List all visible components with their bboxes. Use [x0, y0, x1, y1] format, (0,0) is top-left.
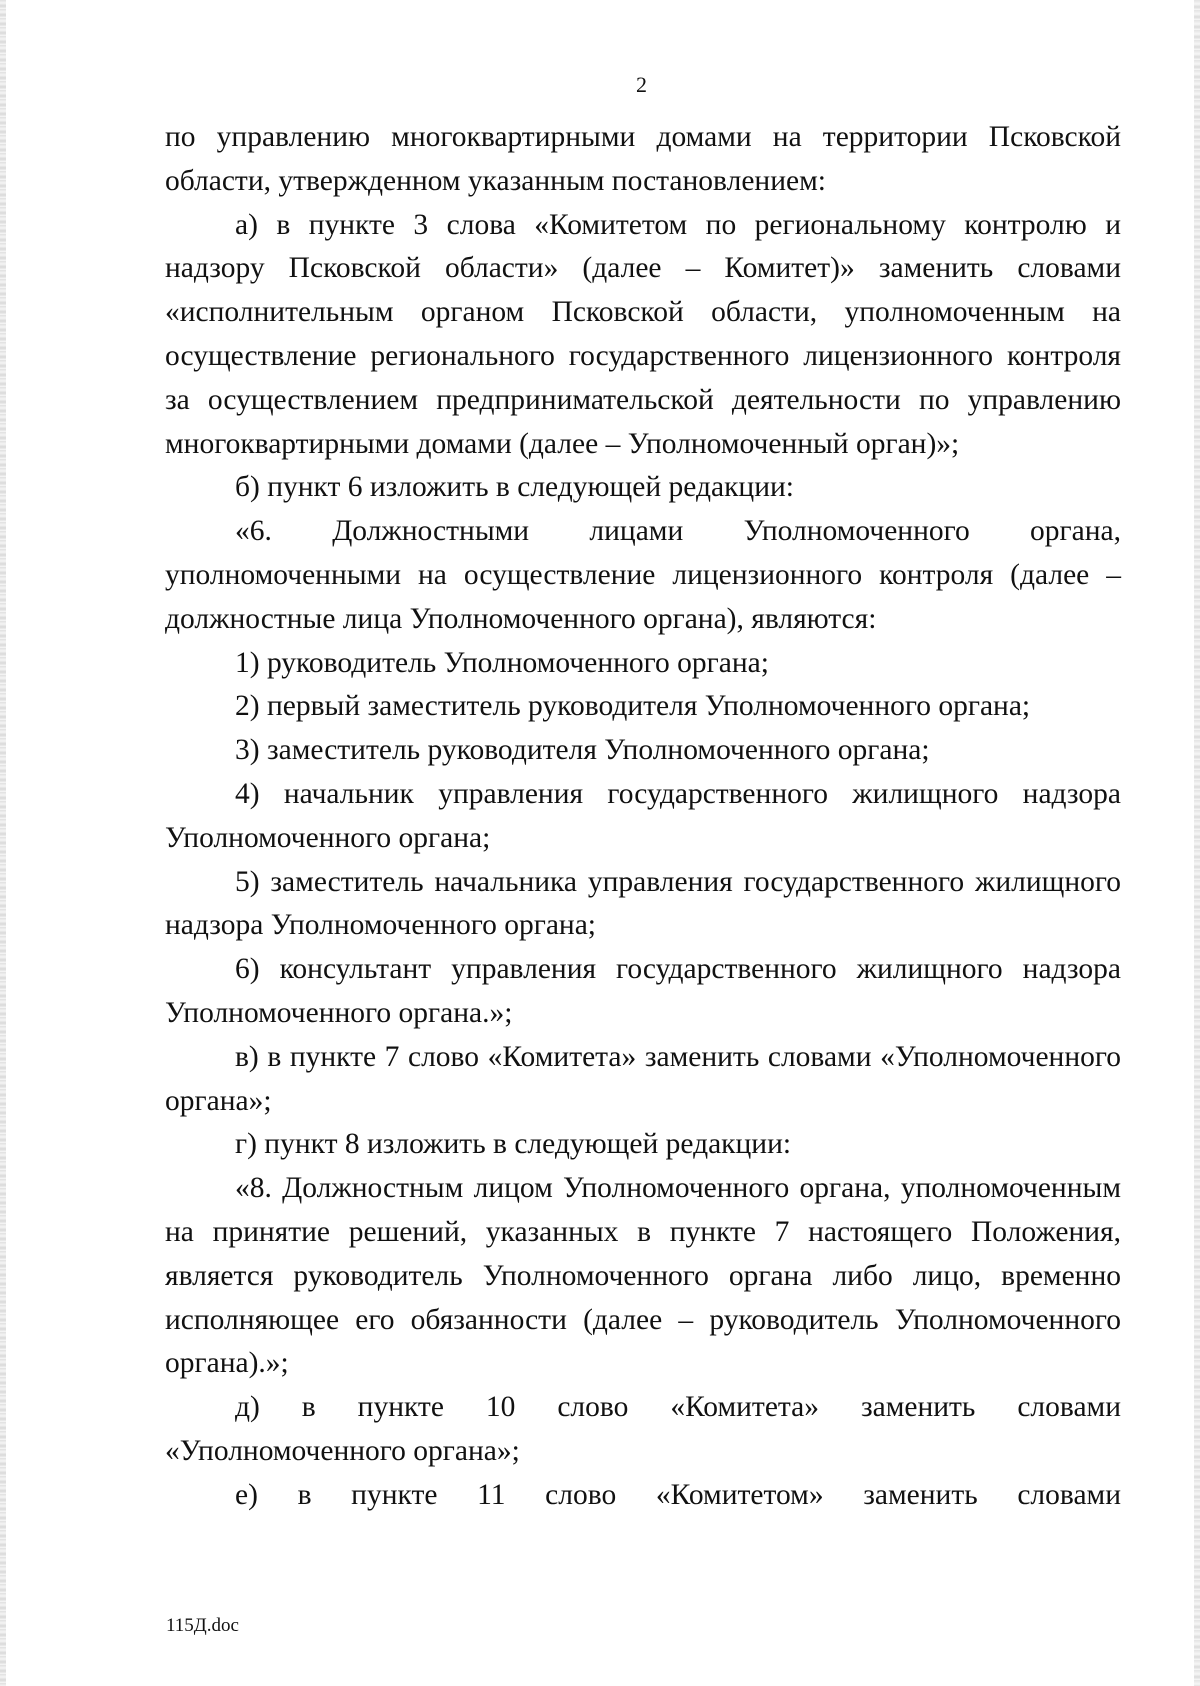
- page-number: 2: [636, 72, 647, 97]
- paragraph: по управлению многоквартирными домами на территории Псковской области, утвержденном указанным постановлением:: [165, 121, 1121, 197]
- scan-edge-left: [0, 0, 6, 1686]
- paragraph: 2) первый заместитель руководителя Уполномоченного органа;: [235, 690, 1031, 723]
- paragraph: 1) руководитель Уполномоченного органа;: [235, 646, 769, 679]
- paragraph: д) в пункте 10 слово «Комитета» заменить словами «Уполномоченного органа»;: [165, 1391, 1121, 1467]
- paragraph: в) в пункте 7 слово «Комитета» заменить словами «Уполномоченного органа»;: [165, 1040, 1121, 1117]
- paragraph: б) пункт 6 изложить в следующей редакции:: [235, 471, 794, 504]
- paragraph: 5) заместитель начальника управления государственного жилищного надзора Уполномоченного органа;: [165, 865, 1121, 942]
- document-body: [165, 116, 1121, 1518]
- paragraph: 6) консультант управления государственного жилищного надзора Уполномоченного органа.»;: [165, 953, 1121, 1029]
- paragraph: а) в пункте 3 слова «Комитетом по региональному контролю и надзору Псковской области» (далее – Комитет)» заменить словами «исполнительным органом Псковской области, уполномоченным на осуществление регионального государственного лицензионного контроля за осуществлением предпринимательской деятельности по управлению многоквартирными домами (далее – Уполномоченный орган)»;: [165, 208, 1121, 460]
- paragraph: 4) начальник управления государственного жилищного надзора Уполномоченного органа;: [165, 777, 1121, 854]
- paragraph: 3) заместитель руководителя Уполномоченного органа;: [235, 734, 930, 767]
- paragraph: г) пункт 8 изложить в следующей редакции:: [235, 1128, 792, 1161]
- paragraph: «6. Должностными лицами Уполномоченного органа, уполномоченными на осуществление лицензионного контроля (далее – должностные лица Уполномоченного органа), являются:: [165, 515, 1121, 635]
- footer-filename: 115Д.doc: [166, 1615, 239, 1636]
- scan-edge-right: [1194, 0, 1200, 1686]
- paragraph: е) в пункте 11 слово «Комитетом» заменить словами: [235, 1478, 1121, 1511]
- paragraph: «8. Должностным лицом Уполномоченного органа, уполномоченным на принятие решений, указанных в пункте 7 настоящего Положения, является руководитель Уполномоченного органа либо лицо, временно исполняющее его обязанности (далее – руководитель Уполномоченного органа).»;: [165, 1172, 1121, 1380]
